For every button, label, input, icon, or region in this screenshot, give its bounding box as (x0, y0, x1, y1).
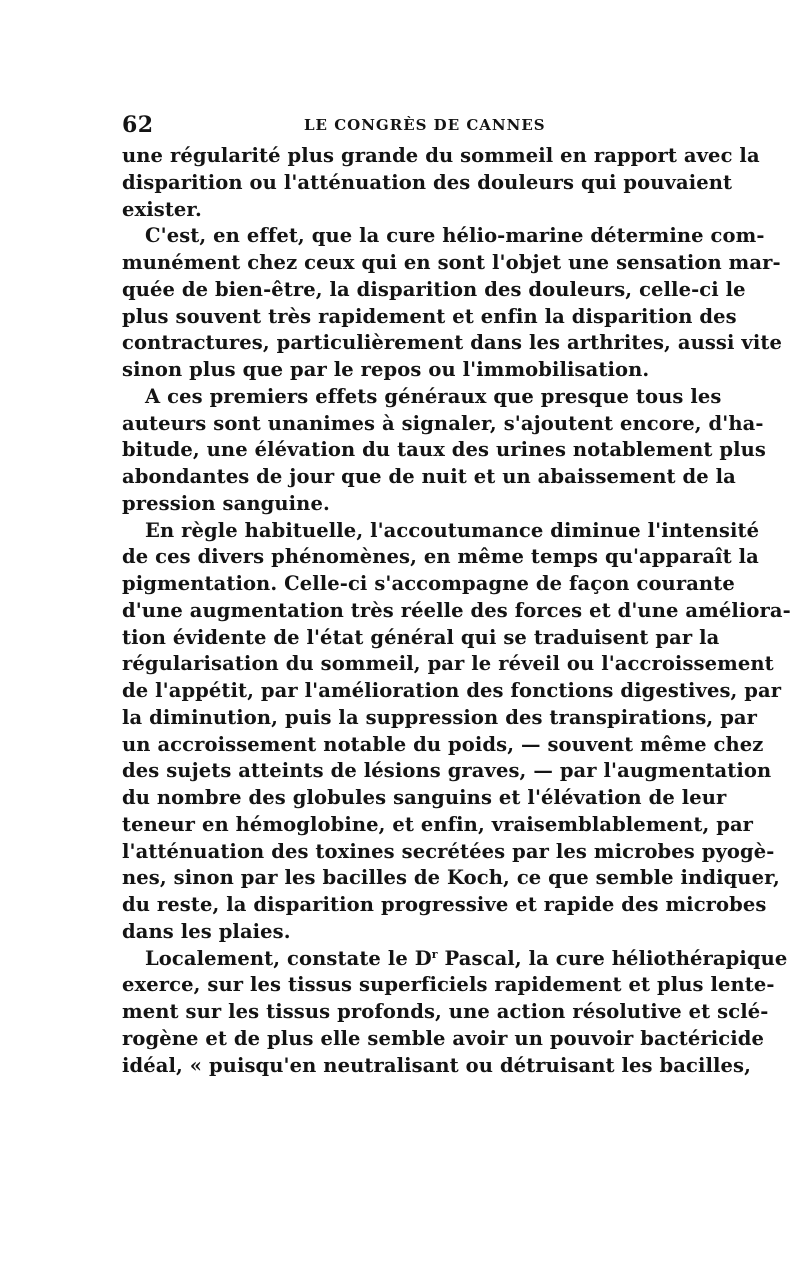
text-line: des sujets atteints de lésions graves, — par l'augmentation (122, 759, 772, 783)
text-line: auteurs sont unanimes à signaler, s'ajoutent encore, d'ha- (122, 411, 764, 435)
text-line: En règle habituelle, l'accoutumance diminue l'intensité (145, 518, 760, 542)
text-line: la diminution, puis la suppression des transpirations, par (122, 705, 758, 729)
text-line: abondantes de jour que de nuit et un abaissement de la (122, 465, 736, 488)
text-line: du reste, la disparition progressive et rapide des microbes (122, 893, 767, 916)
text-line: C'est, en effet, que la cure hélio-marine détermine com- (145, 224, 765, 248)
text-line: contractures, particulièrement dans les arthrites, aussi vite (122, 331, 782, 355)
text-line: exister. (122, 197, 202, 221)
text-line: une régularité plus grande du sommeil en rapport avec la (122, 144, 760, 167)
text-line-dr-pascal (122, 946, 788, 973)
text-fragment: Localement, constate le D (145, 946, 432, 970)
text-line: régularisation du sommeil, par le réveil ou l'accroissement (122, 652, 774, 676)
body-text (122, 143, 791, 1079)
superscript: r (431, 947, 438, 961)
text-line: ment sur les tissus profonds, une action résolutive et sclé- (122, 1000, 769, 1023)
text-line: pigmentation. Celle-ci s'accompagne de façon courante (122, 572, 735, 595)
text-line: d'une augmentation très réelle des forces et d'une améliora- (122, 598, 791, 622)
text-line: un accroissement notable du poids, — souvent même chez (122, 732, 764, 756)
text-line: idéal, « puisqu'en neutralisant ou détruisant les bacilles, (122, 1053, 751, 1077)
text-line: munément chez ceux qui en sont l'objet une sensation mar- (122, 251, 781, 274)
text-fragment: Pascal, la cure héliothérapique (437, 946, 788, 970)
text-line: plus souvent très rapidement et enfin la disparition des (122, 304, 737, 328)
text-line: bitude, une élévation du taux des urines notablement plus (122, 438, 767, 462)
page-number: 62 (122, 112, 154, 138)
running-head: LE CONGRÈS DE CANNES (304, 116, 546, 134)
text-line: de l'appétit, par l'amélioration des fonctions digestives, par (122, 679, 782, 702)
text-line: quée de bien-être, la disparition des douleurs, celle-ci le (122, 277, 746, 301)
text-line: sinon plus que par le repos ou l'immobilisation. (122, 358, 650, 381)
text-line: disparition ou l'atténuation des douleurs qui pouvaient (122, 170, 733, 194)
text-line: l'atténuation des toxines secrétées par les microbes pyogè- (122, 839, 775, 863)
text-line: pression sanguine. (122, 491, 330, 515)
text-line: A ces premiers effets généraux que presque tous les (145, 384, 722, 408)
text-line: tion évidente de l'état général qui se traduisent par la (122, 625, 720, 649)
text-line: du nombre des globules sanguins et l'élévation de leur (122, 786, 727, 809)
text-line: de ces divers phénomènes, en même temps qu'apparaît la (122, 545, 759, 569)
text-line: nes, sinon par les bacilles de Koch, ce que semble indiquer, (122, 866, 780, 890)
text-line: teneur en hémoglobine, et enfin, vraisemblablement, par (122, 812, 754, 836)
text-line: dans les plaies. (122, 919, 291, 943)
text-line: exerce, sur les tissus superficiels rapidement et plus lente- (122, 973, 775, 997)
text-line: rogène et de plus elle semble avoir un pouvoir bactéricide (122, 1026, 764, 1050)
page-header (122, 112, 672, 142)
